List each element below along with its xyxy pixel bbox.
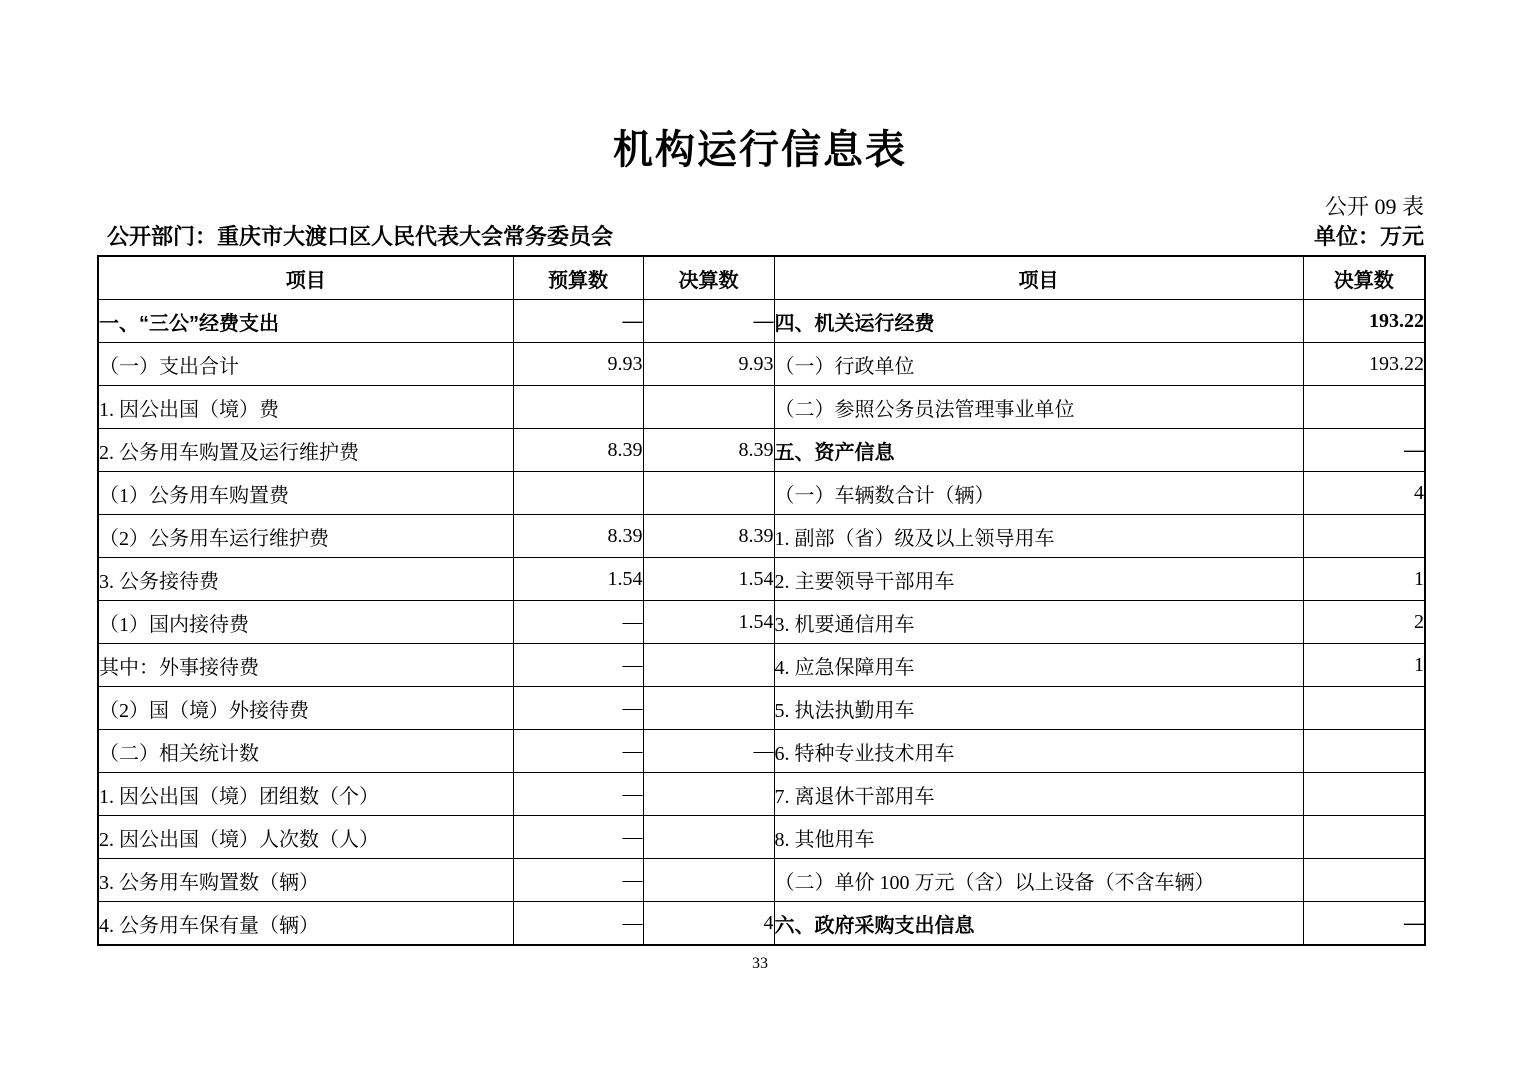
final-cell-left xyxy=(643,472,774,515)
budget-cell-left: 1.54 xyxy=(513,558,643,601)
final-cell-left xyxy=(643,773,774,816)
final-cell-right: — xyxy=(1303,429,1425,472)
table-row xyxy=(98,859,1425,902)
final-cell-left: 9.93 xyxy=(643,343,774,386)
final-cell-left: 8.39 xyxy=(643,429,774,472)
final-cell-left: 1.54 xyxy=(643,558,774,601)
item-cell-left: 1. 因公出国（境）费 xyxy=(98,386,513,429)
header-item-right: 项目 xyxy=(774,256,1303,300)
final-cell-left xyxy=(643,816,774,859)
budget-cell-left: — xyxy=(513,601,643,644)
final-cell-right xyxy=(1303,773,1425,816)
department-label: 公开部门：重庆市大渡口区人民代表大会常务委员会 xyxy=(107,224,614,249)
budget-cell-left: — xyxy=(513,730,643,773)
final-cell-left: 1.54 xyxy=(643,601,774,644)
header-budget-left: 预算数 xyxy=(513,256,643,300)
budget-cell-left: — xyxy=(513,644,643,687)
item-cell-right: 6. 特种专业技术用车 xyxy=(774,730,1303,773)
header-final-right: 决算数 xyxy=(1303,256,1425,300)
page-title: 机构运行信息表 xyxy=(613,128,907,172)
final-cell-right xyxy=(1303,859,1425,902)
header-item-left: 项目 xyxy=(98,256,513,300)
header-final-left: 决算数 xyxy=(643,256,774,300)
final-cell-right: 193.22 xyxy=(1303,343,1425,386)
item-cell-right: 8. 其他用车 xyxy=(774,816,1303,859)
final-cell-right xyxy=(1303,515,1425,558)
item-cell-left: （2）国（境）外接待费 xyxy=(98,687,513,730)
item-cell-right: 六、政府采购支出信息 xyxy=(774,902,1303,946)
budget-cell-left xyxy=(513,472,643,515)
budget-cell-left: — xyxy=(513,300,643,343)
item-cell-left: （一）支出合计 xyxy=(98,343,513,386)
item-cell-left: （1）公务用车购置费 xyxy=(98,472,513,515)
final-cell-right xyxy=(1303,816,1425,859)
item-cell-left: 3. 公务用车购置数（辆） xyxy=(98,859,513,902)
final-cell-left xyxy=(643,859,774,902)
final-cell-left: — xyxy=(643,730,774,773)
budget-cell-left: 9.93 xyxy=(513,343,643,386)
budget-cell-left: 8.39 xyxy=(513,429,643,472)
table-code: 公开 09 表 xyxy=(1324,194,1424,219)
item-cell-right: 2. 主要领导干部用车 xyxy=(774,558,1303,601)
final-cell-right: 193.22 xyxy=(1303,300,1425,343)
table-row xyxy=(98,687,1425,730)
table-row xyxy=(98,558,1425,601)
item-cell-left: 2. 公务用车购置及运行维护费 xyxy=(98,429,513,472)
item-cell-left: 其中：外事接待费 xyxy=(98,644,513,687)
item-cell-left: 1. 因公出国（境）团组数（个） xyxy=(98,773,513,816)
final-cell-left xyxy=(643,386,774,429)
table-row xyxy=(98,300,1425,343)
table-row xyxy=(98,472,1425,515)
table-row xyxy=(98,902,1425,946)
final-cell-left xyxy=(643,644,774,687)
final-cell-right: 4 xyxy=(1303,472,1425,515)
final-cell-right xyxy=(1303,730,1425,773)
item-cell-left: （2）公务用车运行维护费 xyxy=(98,515,513,558)
budget-cell-left xyxy=(513,386,643,429)
item-cell-right: 5. 执法执勤用车 xyxy=(774,687,1303,730)
item-cell-right: （一）行政单位 xyxy=(774,343,1303,386)
final-cell-right: 1 xyxy=(1303,644,1425,687)
item-cell-right: （一）车辆数合计（辆） xyxy=(774,472,1303,515)
final-cell-left: 4 xyxy=(643,902,774,946)
item-cell-left: 一、“三公”经费支出 xyxy=(98,300,513,343)
item-cell-right: 1. 副部（省）级及以上领导用车 xyxy=(774,515,1303,558)
final-cell-left: — xyxy=(643,300,774,343)
budget-cell-left: 8.39 xyxy=(513,515,643,558)
item-cell-right: 4. 应急保障用车 xyxy=(774,644,1303,687)
budget-cell-left: — xyxy=(513,773,643,816)
final-cell-right: 2 xyxy=(1303,601,1425,644)
item-cell-left: 2. 因公出国（境）人次数（人） xyxy=(98,816,513,859)
item-cell-left: （二）相关统计数 xyxy=(98,730,513,773)
budget-cell-left: — xyxy=(513,816,643,859)
final-cell-left xyxy=(643,687,774,730)
final-cell-right: — xyxy=(1303,902,1425,946)
final-cell-left: 8.39 xyxy=(643,515,774,558)
item-cell-left: （1）国内接待费 xyxy=(98,601,513,644)
item-cell-right: 3. 机要通信用车 xyxy=(774,601,1303,644)
item-cell-left: 3. 公务接待费 xyxy=(98,558,513,601)
budget-cell-left: — xyxy=(513,859,643,902)
table-header-row xyxy=(98,256,1425,300)
item-cell-right: 五、资产信息 xyxy=(774,429,1303,472)
item-cell-right: （二）参照公务员法管理事业单位 xyxy=(774,386,1303,429)
final-cell-right xyxy=(1303,386,1425,429)
item-cell-left: 4. 公务用车保有量（辆） xyxy=(98,902,513,946)
budget-cell-left: — xyxy=(513,687,643,730)
budget-cell-left: — xyxy=(513,902,643,946)
table-row xyxy=(98,429,1425,472)
table-row xyxy=(98,601,1425,644)
item-cell-right: 7. 离退休干部用车 xyxy=(774,773,1303,816)
table-row xyxy=(98,515,1425,558)
item-cell-right: 四、机关运行经费 xyxy=(774,300,1303,343)
table-row xyxy=(98,773,1425,816)
table-row xyxy=(98,386,1425,429)
budget-table xyxy=(97,255,1426,946)
table-body xyxy=(98,300,1425,946)
unit-label: 单位：万元 xyxy=(1313,224,1424,249)
page-number: 33 xyxy=(752,955,768,972)
table-row xyxy=(98,816,1425,859)
table-row xyxy=(98,644,1425,687)
table-row xyxy=(98,730,1425,773)
item-cell-right: （二）单价 100 万元（含）以上设备（不含车辆） xyxy=(774,859,1303,902)
final-cell-right xyxy=(1303,687,1425,730)
table-row xyxy=(98,343,1425,386)
meta-line xyxy=(107,220,1424,251)
final-cell-right: 1 xyxy=(1303,558,1425,601)
